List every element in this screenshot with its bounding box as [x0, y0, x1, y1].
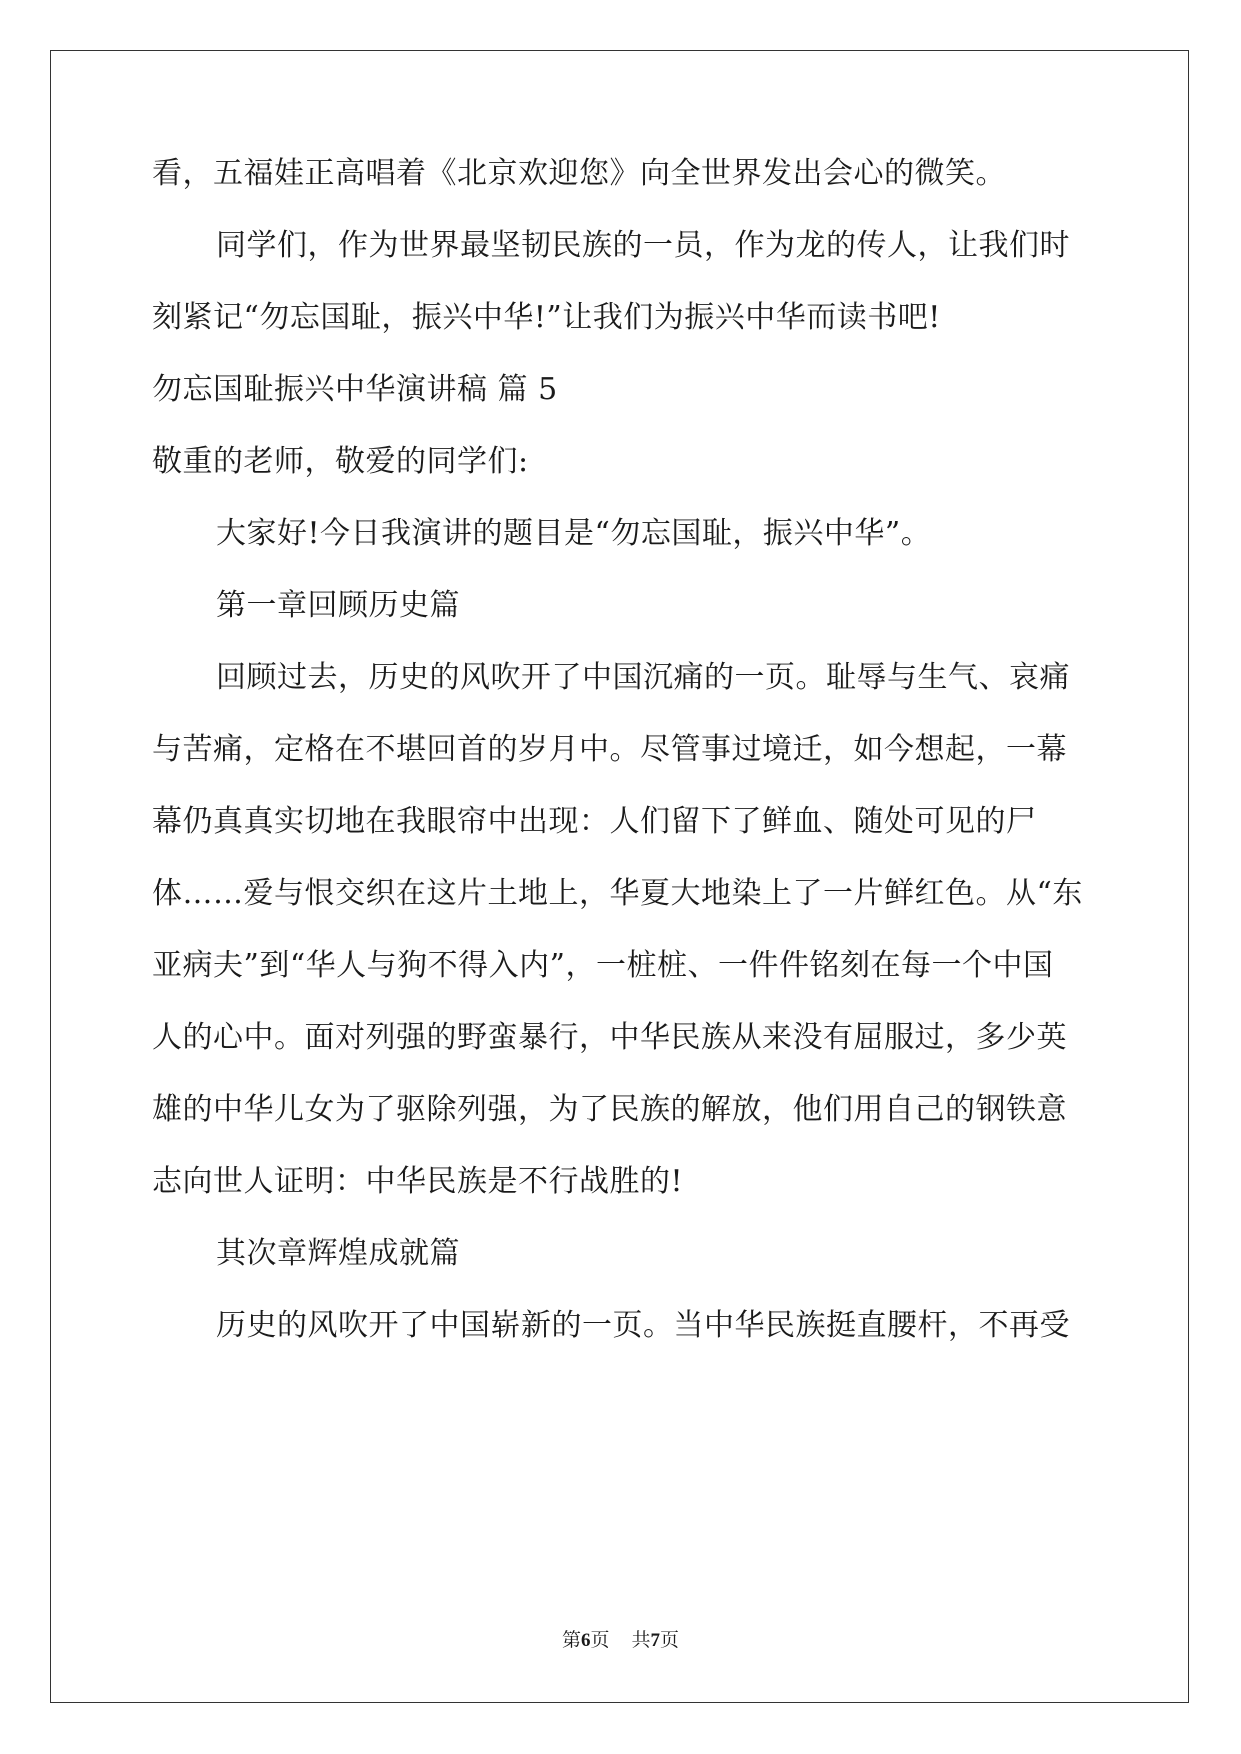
text-line: 幕仍真真实切地在我眼帘中出现：人们留下了鲜血、随处可见的尸: [152, 804, 1037, 839]
text-line: 历史的风吹开了中国崭新的一页。当中华民族挺直腰杆，不再受: [216, 1308, 1070, 1343]
text-line: 亚病夫”到“华人与狗不得入内”，一桩桩、一件件铭刻在每一个中国: [152, 948, 1054, 983]
text-line: 与苦痛，定格在不堪回首的岁月中。尽管事过境迁，如今想起，一幕: [152, 732, 1067, 767]
footer-total-suffix: 页: [660, 1629, 680, 1651]
text-line: 体……爱与恨交织在这片土地上，华夏大地染上了一片鲜红色。从“东: [152, 876, 1083, 911]
footer-page-suffix: 页: [590, 1629, 610, 1651]
text-line: 雄的中华儿女为了驱除列强，为了民族的解放，他们用自己的钢铁意: [152, 1092, 1067, 1127]
text-line: 看，五福娃正高唱着《北京欢迎您》向全世界发出会心的微笑。: [152, 156, 1006, 191]
text-line: 回顾过去，历史的风吹开了中国沉痛的一页。耻辱与生气、哀痛: [216, 660, 1070, 695]
chapter-heading: 其次章辉煌成就篇: [216, 1236, 460, 1271]
text-line: 大家好!今日我演讲的题目是“勿忘国耻，振兴中华”。: [216, 516, 932, 551]
section-heading: 勿忘国耻振兴中华演讲稿 篇 5: [152, 372, 558, 407]
text-line: 志向世人证明：中华民族是不行战胜的!: [152, 1164, 684, 1199]
chapter-heading: 第一章回顾历史篇: [216, 588, 460, 623]
footer-total-prefix: 共: [631, 1629, 651, 1651]
text-line: 敬重的老师，敬爱的同学们:: [152, 444, 529, 479]
text-line: 同学们，作为世界最坚韧民族的一员，作为龙的传人，让我们时: [216, 228, 1070, 263]
footer-page-prefix: 第: [561, 1629, 581, 1651]
text-line: 刻紧记“勿忘国耻，振兴中华!”让我们为振兴中华而读书吧!: [152, 300, 941, 335]
footer-total-number: 7: [650, 1630, 661, 1651]
page-footer: [0, 1628, 1241, 1653]
footer-page-number: 6: [580, 1630, 591, 1651]
text-line: 人的心中。面对列强的野蛮暴行，中华民族从来没有屈服过，多少英: [152, 1020, 1067, 1055]
